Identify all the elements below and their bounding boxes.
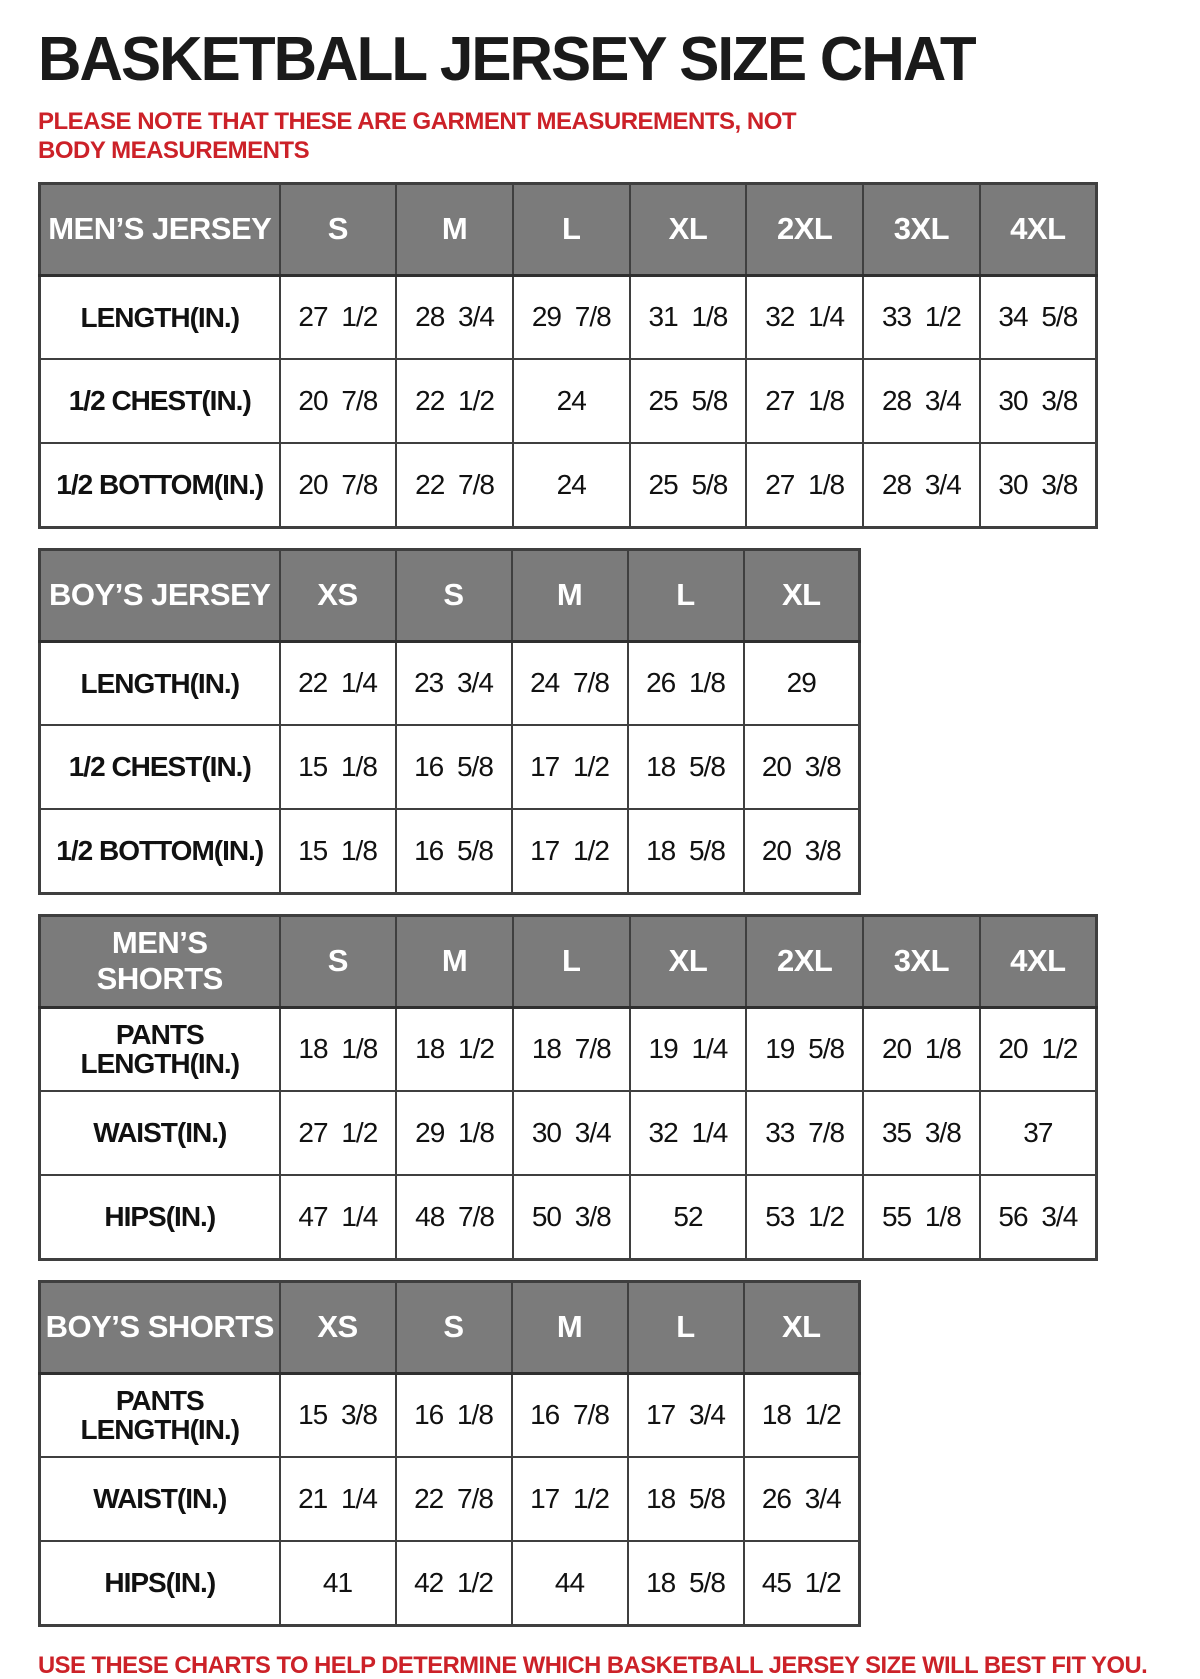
size-header-cell: XL bbox=[744, 1281, 860, 1373]
value-cell: 50 3/8 bbox=[513, 1175, 630, 1259]
table-row bbox=[40, 641, 860, 725]
boys-jersey-table bbox=[38, 548, 861, 895]
value-cell: 17 1/2 bbox=[512, 1457, 628, 1541]
value-cell: 29 7/8 bbox=[513, 275, 630, 359]
value-cell: 26 3/4 bbox=[744, 1457, 860, 1541]
value-cell: 18 7/8 bbox=[513, 1007, 630, 1091]
row-label-cell: 1/2 CHEST(IN.) bbox=[40, 725, 280, 809]
value-cell: 41 bbox=[280, 1541, 396, 1625]
value-cell: 16 5/8 bbox=[396, 725, 512, 809]
value-cell: 22 7/8 bbox=[396, 443, 513, 527]
value-cell: 29 1/8 bbox=[396, 1091, 513, 1175]
value-cell: 16 1/8 bbox=[396, 1373, 512, 1457]
mens-jersey-title-cell: MEN’S JERSEY bbox=[40, 183, 280, 275]
size-header-cell: 3XL bbox=[863, 915, 980, 1007]
value-cell: 20 1/8 bbox=[863, 1007, 980, 1091]
row-label-cell: LENGTH(IN.) bbox=[40, 641, 280, 725]
value-cell: 20 7/8 bbox=[280, 359, 397, 443]
value-cell: 18 5/8 bbox=[628, 1457, 744, 1541]
mens-shorts-title-cell: MEN’S SHORTS bbox=[40, 915, 280, 1007]
value-cell: 17 1/2 bbox=[512, 725, 628, 809]
value-cell: 18 1/2 bbox=[744, 1373, 860, 1457]
value-cell: 33 7/8 bbox=[746, 1091, 863, 1175]
row-label-cell: 1/2 BOTTOM(IN.) bbox=[40, 809, 280, 893]
mens-jersey-table bbox=[38, 182, 1098, 529]
size-header-cell: 2XL bbox=[746, 915, 863, 1007]
size-header-cell: XL bbox=[744, 549, 860, 641]
value-cell: 47 1/4 bbox=[280, 1175, 397, 1259]
value-cell: 27 1/8 bbox=[746, 443, 863, 527]
boys-shorts-title-cell: BOY’S SHORTS bbox=[40, 1281, 280, 1373]
table-row bbox=[40, 1373, 860, 1457]
value-cell: 18 5/8 bbox=[628, 725, 744, 809]
value-cell: 18 5/8 bbox=[628, 809, 744, 893]
value-cell: 45 1/2 bbox=[744, 1541, 860, 1625]
size-header-cell: XL bbox=[630, 183, 747, 275]
value-cell: 32 1/4 bbox=[630, 1091, 747, 1175]
value-cell: 26 1/8 bbox=[628, 641, 744, 725]
size-header-cell: L bbox=[513, 915, 630, 1007]
value-cell: 32 1/4 bbox=[746, 275, 863, 359]
row-label-cell: PANTS LENGTH(IN.) bbox=[40, 1007, 280, 1091]
value-cell: 22 7/8 bbox=[396, 1457, 512, 1541]
value-cell: 56 3/4 bbox=[980, 1175, 1097, 1259]
value-cell: 15 3/8 bbox=[280, 1373, 396, 1457]
row-label-cell: PANTS LENGTH(IN.) bbox=[40, 1373, 280, 1457]
size-header-cell: XS bbox=[280, 549, 396, 641]
value-cell: 24 bbox=[513, 359, 630, 443]
row-label-cell: LENGTH(IN.) bbox=[40, 275, 280, 359]
size-header-cell: 3XL bbox=[863, 183, 980, 275]
value-cell: 31 1/8 bbox=[630, 275, 747, 359]
row-label-cell: HIPS(IN.) bbox=[40, 1541, 280, 1625]
value-cell: 30 3/8 bbox=[980, 359, 1097, 443]
value-cell: 55 1/8 bbox=[863, 1175, 980, 1259]
garment-measurements-note: PLEASE NOTE THAT THESE ARE GARMENT MEASUREMENTS, NOT BODY MEASUREMENTS bbox=[38, 108, 797, 165]
value-cell: 37 bbox=[980, 1091, 1097, 1175]
value-cell: 23 3/4 bbox=[396, 641, 512, 725]
value-cell: 34 5/8 bbox=[980, 275, 1097, 359]
value-cell: 48 7/8 bbox=[396, 1175, 513, 1259]
value-cell: 35 3/8 bbox=[863, 1091, 980, 1175]
boys-jersey-header-row bbox=[40, 549, 860, 641]
value-cell: 18 5/8 bbox=[628, 1541, 744, 1625]
value-cell: 15 1/8 bbox=[280, 725, 396, 809]
value-cell: 42 1/2 bbox=[396, 1541, 512, 1625]
table-row bbox=[40, 1007, 1097, 1091]
value-cell: 19 1/4 bbox=[630, 1007, 747, 1091]
value-cell: 33 1/2 bbox=[863, 275, 980, 359]
mens-shorts-header-row bbox=[40, 915, 1097, 1007]
size-header-cell: M bbox=[396, 183, 513, 275]
row-label-cell: 1/2 CHEST(IN.) bbox=[40, 359, 280, 443]
value-cell: 16 7/8 bbox=[512, 1373, 628, 1457]
value-cell: 29 bbox=[744, 641, 860, 725]
value-cell: 18 1/8 bbox=[280, 1007, 397, 1091]
size-header-cell: L bbox=[628, 1281, 744, 1373]
size-header-cell: S bbox=[280, 183, 397, 275]
value-cell: 20 3/8 bbox=[744, 809, 860, 893]
value-cell: 30 3/4 bbox=[513, 1091, 630, 1175]
table-row bbox=[40, 809, 860, 893]
mens-jersey-header-row bbox=[40, 183, 1097, 275]
table-row bbox=[40, 1541, 860, 1625]
size-header-cell: S bbox=[280, 915, 397, 1007]
mens-shorts-table bbox=[38, 914, 1098, 1261]
value-cell: 44 bbox=[512, 1541, 628, 1625]
size-header-cell: M bbox=[396, 915, 513, 1007]
value-cell: 16 5/8 bbox=[396, 809, 512, 893]
value-cell: 21 1/4 bbox=[280, 1457, 396, 1541]
table-row bbox=[40, 275, 1097, 359]
boys-shorts-table bbox=[38, 1280, 861, 1627]
table-row bbox=[40, 1457, 860, 1541]
value-cell: 25 5/8 bbox=[630, 443, 747, 527]
size-header-cell: XL bbox=[630, 915, 747, 1007]
value-cell: 22 1/4 bbox=[280, 641, 396, 725]
value-cell: 28 3/4 bbox=[396, 275, 513, 359]
value-cell: 17 1/2 bbox=[512, 809, 628, 893]
size-header-cell: L bbox=[513, 183, 630, 275]
value-cell: 19 5/8 bbox=[746, 1007, 863, 1091]
table-row bbox=[40, 359, 1097, 443]
row-label-cell: 1/2 BOTTOM(IN.) bbox=[40, 443, 280, 527]
size-header-cell: 2XL bbox=[746, 183, 863, 275]
size-header-cell: L bbox=[628, 549, 744, 641]
size-header-cell: M bbox=[512, 1281, 628, 1373]
value-cell: 15 1/8 bbox=[280, 809, 396, 893]
value-cell: 25 5/8 bbox=[630, 359, 747, 443]
value-cell: 17 3/4 bbox=[628, 1373, 744, 1457]
best-fit-note: USE THESE CHARTS TO HELP DETERMINE WHICH BASKETBALL JERSEY SIZE WILL BEST FIT YOU. bbox=[38, 1651, 1148, 1679]
size-header-cell: 4XL bbox=[980, 183, 1097, 275]
boys-shorts-header-row bbox=[40, 1281, 860, 1373]
value-cell: 24 bbox=[513, 443, 630, 527]
boys-jersey-title-cell: BOY’S JERSEY bbox=[40, 549, 280, 641]
size-header-cell: XS bbox=[280, 1281, 396, 1373]
value-cell: 27 1/2 bbox=[280, 275, 397, 359]
value-cell: 27 1/8 bbox=[746, 359, 863, 443]
size-header-cell: S bbox=[396, 549, 512, 641]
value-cell: 27 1/2 bbox=[280, 1091, 397, 1175]
value-cell: 20 3/8 bbox=[744, 725, 860, 809]
size-header-cell: S bbox=[396, 1281, 512, 1373]
value-cell: 20 1/2 bbox=[980, 1007, 1097, 1091]
value-cell: 18 1/2 bbox=[396, 1007, 513, 1091]
value-cell: 20 7/8 bbox=[280, 443, 397, 527]
row-label-cell: WAIST(IN.) bbox=[40, 1091, 280, 1175]
value-cell: 53 1/2 bbox=[746, 1175, 863, 1259]
value-cell: 30 3/8 bbox=[980, 443, 1097, 527]
table-row bbox=[40, 443, 1097, 527]
table-row bbox=[40, 1091, 1097, 1175]
value-cell: 52 bbox=[630, 1175, 747, 1259]
value-cell: 28 3/4 bbox=[863, 359, 980, 443]
row-label-cell: HIPS(IN.) bbox=[40, 1175, 280, 1259]
table-row bbox=[40, 1175, 1097, 1259]
value-cell: 24 7/8 bbox=[512, 641, 628, 725]
size-tables-container bbox=[38, 182, 1162, 1627]
value-cell: 28 3/4 bbox=[863, 443, 980, 527]
size-header-cell: 4XL bbox=[980, 915, 1097, 1007]
value-cell: 22 1/2 bbox=[396, 359, 513, 443]
page-title: BASKETBALL JERSEY SIZE CHAT bbox=[38, 25, 975, 94]
row-label-cell: WAIST(IN.) bbox=[40, 1457, 280, 1541]
size-header-cell: M bbox=[512, 549, 628, 641]
table-row bbox=[40, 725, 860, 809]
